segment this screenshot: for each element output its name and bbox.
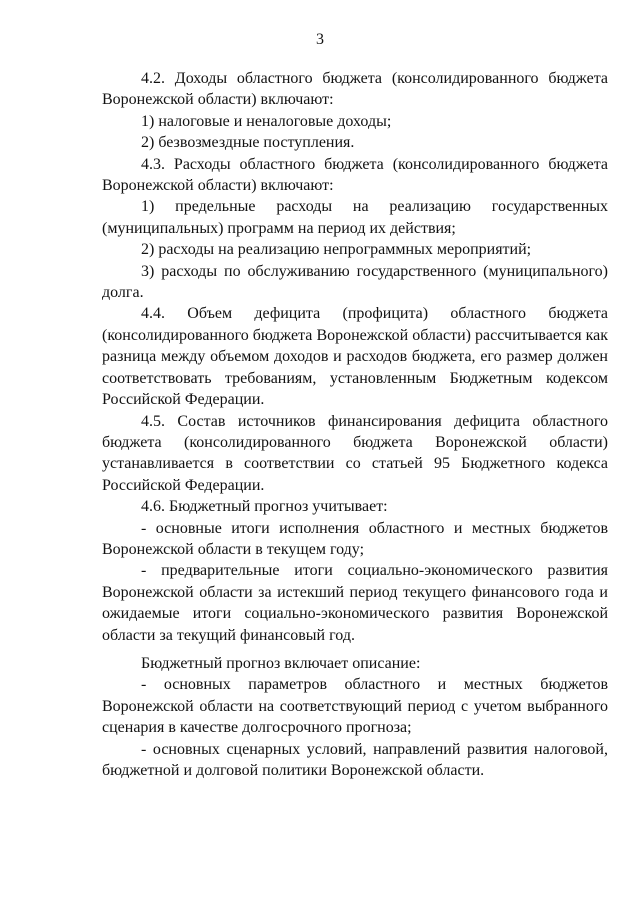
paragraph-4-3: 4.3. Расходы областного бюджета (консолидированного бюджета Воронежской области) включают: — [102, 155, 608, 195]
paragraph-forecast-item-2: - основных сценарных условий, направлений развития налоговой, бюджетной и долговой политики Воронежской области. — [102, 740, 608, 779]
document-body — [102, 68, 608, 781]
paragraph-4-3-item-1: 1) предельные расходы на реализацию государственных (муниципальных) программ на период их действия; — [102, 198, 608, 237]
paragraph-4-2: 4.2. Доходы областного бюджета (консолидированного бюджета Воронежской области) включают: — [102, 70, 608, 109]
paragraph-4-5: 4.5. Состав источников финансирования дефицита областного бюджета (консолидированного бюджета Воронежской области) устанавливается в соответствии со статьей 95 Бюджетного кодекса Российской Федерации. — [102, 412, 608, 494]
paragraph-4-3-item-2: 2) расходы на реализацию непрограммных мероприятий; — [141, 241, 532, 259]
paragraph-4-2-item-1: 1) налоговые и неналоговые доходы; — [141, 112, 392, 130]
paragraph-4-6: 4.6. Бюджетный прогноз учитывает: — [141, 498, 388, 516]
paragraph-forecast-item-1: - основных параметров областного и местных бюджетов Воронежской области на соответствующий период с учетом выбранного сценария в качестве долгосрочного прогноза; — [102, 676, 608, 737]
paragraph-4-3-item-3: 3) расходы по обслуживанию государственного (муниципального) долга. — [102, 262, 608, 302]
paragraph-4-6-item-1: - основные итоги исполнения областного и местных бюджетов Воронежской области в текущем году; — [102, 519, 608, 558]
page-number: 3 — [316, 31, 324, 48]
paragraph-forecast-includes: Бюджетный прогноз включает описание: — [141, 654, 421, 672]
paragraph-4-2-item-2: 2) безвозмездные поступления. — [141, 134, 355, 152]
paragraph-4-6-item-2: - предварительные итоги социально-экономического развития Воронежской области за истекший период текущего финансового года и ожидаемые итоги социально-экономического развития Воронежской области за текущий финансовый год. — [102, 562, 608, 644]
paragraph-4-4: 4.4. Объем дефицита (профицита) областного бюджета (консолидированного бюджета Воронежской области) рассчитывается как разница между объемом доходов и расходов бюджета, его размер должен соответствовать требованиям, установленным Бюджетным кодексом Российской Федерации. — [102, 305, 608, 409]
